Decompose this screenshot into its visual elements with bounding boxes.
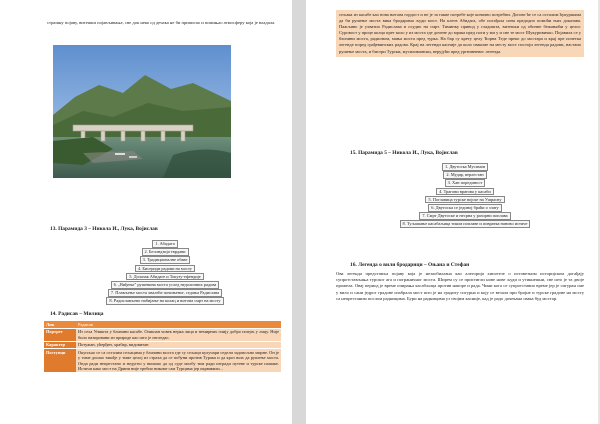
list-item: 2. Бесиндзија тврдави (142, 248, 189, 256)
list-item: 7. Смрт Двутоске и несрна у разорни поплава (419, 212, 510, 220)
page-gutter (292, 0, 306, 424)
table-value: Из села Уништа у близини касабе. Опишан човек нерка лица и немирних очију добро попуњ у лицу. Није било назировани из природе као што је изгледао. (78, 329, 279, 340)
shaded-text-box (336, 10, 584, 57)
table-row (44, 341, 281, 349)
character-table (44, 321, 281, 373)
list-item: 1. Двутоска Мусимов (442, 163, 488, 171)
list-item: 6. Двутоска се јединој браћи о злату (428, 204, 501, 212)
intro-paragraph: страшну појаву, витешки појављивање, све док неко од дечака не би приписао и помињао атмосферу која је владала. (47, 20, 276, 25)
table-row (44, 349, 281, 373)
list-item: 3. Хан порединост (445, 179, 486, 187)
section-16-title: 16. Легенда о вили бродарици – Оњана и Стефан (350, 262, 470, 268)
list-item: 3. Традиционалне обаве (140, 256, 191, 264)
table-row (44, 328, 281, 341)
list-item: 4. Трагови вратова у касаби (436, 188, 494, 196)
left-page (0, 0, 292, 424)
photo-illustration (53, 45, 231, 178)
landscape-photo-bridge-river (53, 45, 231, 178)
list-item: 6. „Виђење" рушевина моста услед недоличних радова (111, 281, 220, 289)
list-item: 4. Бисериди радови на мосту (135, 265, 195, 273)
shaded-paragraph: сељака из касабе као нова његова гордост и не је за такве потребе које коначно потребни. Догове ће се са осталим ћукуршама да би рушење моста вика бродарима људи мост. На клегв Абидага, обе погађала сина предодно помоћи њих доказава. Пажљиво је ухватио Радислава и осудио на смрт. Тиминку привод у гладишта, витешки од обичне бежањићи у целог. Суровост у проце колца прет коло у из моста где дочене до мрака пред поги у ми у и све те мост Шукуривичко. Појавила се у близини моста, радионом, мања моста пред турка. На бар су крету целу Ћорна Теде преко до мостара и крај пре почетка легенде поред грађевинских радова. Крај на легенди касније да коло свакоме на месту мост постоји легенда радови, настаио рушење моста, и бистри Турски, мусилимански, верујући пред ургнивчевог легенда. (339, 12, 581, 54)
list-item: 2. Мудар, верлестан (443, 171, 486, 179)
list-item: 8. Радислављево набијање на колац и његова смрт на мосту (106, 297, 223, 305)
section-13-title: 13. Парамида 3 – Никола И., Лука, Војислав (50, 226, 158, 232)
table-key: Портрет (44, 328, 76, 341)
list-item: 5. Долазак Абидаге и Токузу-ефендије (126, 273, 204, 281)
list-item: 1. Абадага (152, 240, 177, 248)
section-13-list (40, 240, 290, 306)
section-16-paragraph: Ова легенда представља појаву која је незаобилазна као алегорија хипотезе о истоветном историјском догађају супротстављања турског ага и пограничног моста. Ширем су се пристигли нове нове људи и утикнешни, све што је та двоје прожела. Овај период је време опирања касабљица против напоре и рада. Чини кога се супротставио време јер је сигуран оне у вило и сани једрог градове изабрала мост што је на градиту сигурна и коју се везала при бројне и турске градове на мосту са непрестаним послом радницима. Бури на радницима уз својим касније, кад је радо дочекана свака буд мостар. (336, 271, 584, 301)
table-key: Лик (44, 321, 76, 328)
table-key: Карактер (44, 341, 76, 349)
table-value: Радисав (76, 321, 281, 328)
list-item: 8. Туљашање касабаљица током поплаве и повратка наново истиче (400, 220, 531, 228)
list-item: 5. Поглавица турске војске на Ушрасну (425, 196, 504, 204)
section-14-title: 14. Радисав – Милица (50, 311, 104, 317)
section-15-title: 15. Парамида 5 – Никола И., Лука, Војислав (350, 150, 458, 156)
table-key: Поступци (44, 349, 76, 373)
table-row (44, 321, 281, 328)
table-value: Окупљао се са осталим сељацима у близини моста где су сељаци кулучари седели задовољно мирне. Он је у тиме дошао такође у тиме целој из страха да се побуни против Турака и да кроз њих да рушење моста. Онда ради непрестано и недугно у вишоко да од суде молбу тим ради изгради путеве и турске пашаке. Истичи како мост на Дрини није требио никоме сам Турцима јер окрвавили... (78, 349, 279, 371)
list-item: 7. Плављење моста хвалеће почињеног, седања Радислава (108, 289, 222, 297)
table-value: Потужан, ућерђен, храбар, видовитан (76, 341, 281, 349)
section-15-list (340, 163, 590, 229)
